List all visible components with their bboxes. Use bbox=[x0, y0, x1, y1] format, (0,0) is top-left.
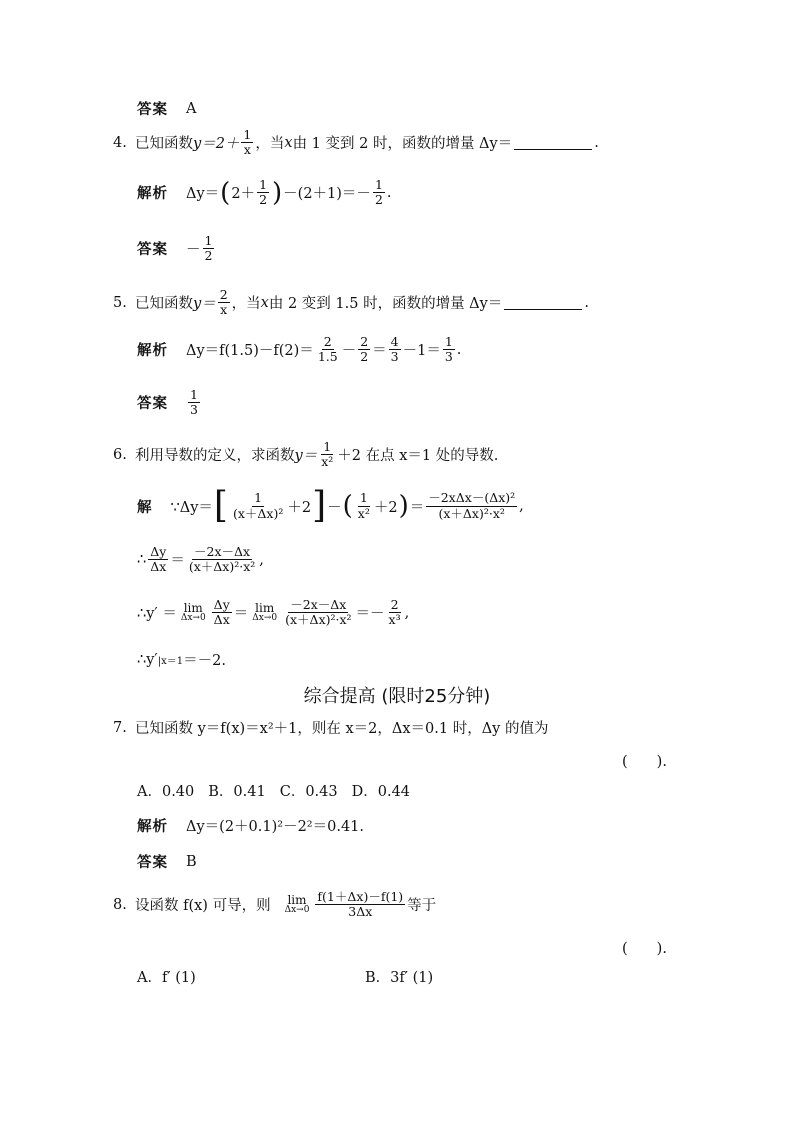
fraction: $\frac{1}{2}$ bbox=[374, 177, 383, 208]
fraction: $\frac{2}{x}$ bbox=[219, 287, 228, 318]
punct: . bbox=[584, 294, 589, 311]
answer-blank bbox=[514, 135, 592, 150]
fraction: $\frac{4}{3}$ bbox=[390, 334, 399, 365]
option-c: C．0.43 bbox=[279, 784, 338, 800]
right-paren: ) bbox=[272, 177, 283, 208]
question-number: 5. bbox=[113, 294, 127, 311]
q3-answer bbox=[137, 98, 196, 119]
q6-solution-line-3 bbox=[137, 598, 409, 628]
q7-options bbox=[137, 780, 410, 801]
q8-question bbox=[113, 890, 436, 920]
answer-blank bbox=[504, 295, 582, 310]
fraction: $\frac{1}{3}$ bbox=[444, 334, 453, 365]
punct: , bbox=[519, 498, 524, 514]
question-text: 已知函数 bbox=[135, 136, 193, 153]
fraction: $\frac{2}{\text{x³}}$ bbox=[388, 597, 401, 628]
answer-value: B bbox=[186, 853, 197, 870]
fraction: $\frac{1}{2}$ bbox=[259, 177, 268, 208]
math-expr: －1＝ bbox=[402, 343, 441, 360]
q6-solution-line-4 bbox=[137, 649, 226, 670]
section-title: 综合提高 (限时25分钟) bbox=[303, 686, 491, 707]
fraction: $\frac{\Delta y}{\Delta x}$ bbox=[213, 597, 230, 628]
math-expr: ∵Δy＝ bbox=[170, 499, 213, 516]
solution-label: 解析 bbox=[137, 342, 168, 360]
q4-answer bbox=[137, 234, 216, 264]
option-b: B．0.41 bbox=[208, 784, 266, 800]
q7-solution bbox=[137, 815, 364, 836]
answer-value: A bbox=[186, 100, 197, 117]
option-d: D．0.44 bbox=[351, 784, 411, 800]
fraction: $\frac{2}{2}$ bbox=[360, 334, 369, 365]
q8-option-b: B．3f′ (1) bbox=[365, 970, 434, 986]
limit-operator: lim Δx→0 bbox=[252, 601, 278, 624]
math-subscript: |x＝1 bbox=[157, 656, 184, 667]
question-text: 等于 bbox=[407, 898, 437, 915]
answer-label: 答案 bbox=[137, 395, 168, 413]
q4-question bbox=[113, 128, 599, 158]
punct: , bbox=[404, 604, 410, 621]
math-var: x bbox=[284, 134, 293, 151]
question-number: 8. bbox=[113, 896, 127, 913]
answer-label: 答案 bbox=[137, 854, 168, 871]
q5-question bbox=[113, 288, 589, 318]
q6-solution-line-1 bbox=[137, 485, 524, 526]
q8-option-a: A．f′ (1) bbox=[137, 970, 196, 986]
fraction: $\frac{1}{\text{x²}}$ bbox=[321, 439, 334, 470]
math-expr: ＝ bbox=[170, 553, 185, 570]
q6-solution-line-2 bbox=[137, 545, 264, 575]
fraction: $\frac{f(1+\Delta x)-f(1)}{3\Delta x}$ bbox=[317, 889, 404, 920]
punct: . bbox=[456, 341, 462, 358]
math-expr: y＝ bbox=[193, 296, 216, 313]
limit-operator: lim Δx→0 bbox=[284, 893, 310, 916]
math-expr: ＋2 bbox=[287, 499, 312, 516]
math-expr: － bbox=[341, 343, 357, 360]
math-expr: － bbox=[327, 499, 342, 516]
math-expr: ∴y′ ＝ bbox=[137, 606, 177, 623]
math-expr: Δy＝f(1.5)－f(2)＝ bbox=[186, 343, 314, 360]
question-number: 6. bbox=[113, 446, 127, 463]
math-expr: y＝ bbox=[294, 448, 318, 465]
fraction: $\frac{-2x-\Delta x}{\text{(x＋Δx)²·x²}}$ bbox=[188, 544, 256, 575]
fraction: $\frac{2}{1.5}$ bbox=[317, 334, 338, 365]
question-text: ＋2 在点 x＝1 处的导数. bbox=[337, 448, 499, 465]
q5-answer bbox=[137, 388, 202, 418]
option-a: A．0.40 bbox=[137, 784, 195, 800]
left-paren: ( bbox=[342, 491, 353, 521]
math-expr: ＝ bbox=[233, 606, 249, 623]
math-expr: y＝2＋ bbox=[193, 136, 240, 153]
fraction: $\frac{\text{－2xΔx－(Δx)²}}{\text{(x＋Δx)²·x²}}$ bbox=[428, 490, 516, 521]
right-bracket: ] bbox=[312, 485, 327, 526]
limit-operator: lim Δx→0 bbox=[180, 601, 206, 624]
left-bracket: [ bbox=[213, 485, 228, 526]
math-expr: ＝ bbox=[372, 343, 387, 360]
answer-label: 答案 bbox=[137, 241, 168, 259]
question-text: 利用导数的定义，求函数 bbox=[135, 448, 295, 465]
math-var: x bbox=[260, 294, 269, 311]
fraction: $\frac{-2x-\Delta x}{\text{(x＋Δx)²·x²}}$ bbox=[285, 597, 352, 628]
question-text: 已知函数 bbox=[135, 296, 193, 313]
fraction: $\frac{1}{\text{x²}}$ bbox=[357, 490, 370, 521]
q7-answer-paren: ( ). bbox=[622, 754, 667, 770]
question-text: ，当 bbox=[231, 296, 261, 313]
fraction: $\frac{\Delta y}{\Delta x}$ bbox=[150, 544, 167, 575]
math-expr: ∴ bbox=[137, 551, 147, 568]
fraction: $\frac{1}{2}$ bbox=[204, 233, 213, 264]
q7-answer bbox=[137, 851, 197, 872]
math-expr: 2＋ bbox=[231, 186, 256, 203]
math-expr: ∴y′ bbox=[137, 651, 158, 668]
math-expr: ＝ bbox=[409, 499, 425, 516]
math-expr: －(2＋1)＝－ bbox=[283, 186, 371, 203]
answer-label: 答案 bbox=[137, 101, 168, 118]
q6-question bbox=[113, 440, 498, 470]
fraction: $\frac{1}{x}$ bbox=[243, 127, 252, 158]
question-text: 设函数 f(x) 可导，则 bbox=[135, 898, 271, 915]
math-expr: ＋2 bbox=[373, 499, 398, 516]
question-number: 4. bbox=[113, 134, 127, 151]
math-expr: ＝－2. bbox=[183, 653, 226, 669]
math-expr: ＝－ bbox=[355, 606, 385, 623]
punct: . bbox=[594, 134, 599, 151]
q5-solution bbox=[137, 335, 461, 365]
question-number: 7. bbox=[113, 719, 127, 736]
q7-question bbox=[113, 717, 548, 738]
left-paren: ( bbox=[220, 177, 231, 208]
solution-label: 解 bbox=[137, 498, 153, 516]
punct: , bbox=[259, 551, 264, 568]
math-expr: Δy＝(2＋0.1)²－2²＝0.41. bbox=[186, 819, 365, 835]
fraction: $\frac{1}{\text{(x＋Δx)²}}$ bbox=[232, 490, 284, 521]
question-text: 已知函数 y＝f(x)＝x²＋1，则在 x＝2，Δx＝0.1 时，Δy 的值为 bbox=[135, 721, 549, 737]
right-paren: ) bbox=[398, 491, 409, 521]
solution-label: 解析 bbox=[137, 185, 168, 203]
math-expr: － bbox=[186, 242, 201, 259]
solution-label: 解析 bbox=[137, 818, 168, 835]
q8-answer-paren: ( ). bbox=[622, 941, 667, 957]
punct: . bbox=[386, 184, 392, 201]
question-text: 由 1 变到 2 时，函数的增量 Δy＝ bbox=[292, 136, 513, 153]
math-expr: Δy＝ bbox=[186, 186, 220, 203]
q4-solution bbox=[137, 178, 392, 208]
question-text: 由 2 变到 1.5 时，函数的增量 Δy＝ bbox=[268, 296, 503, 313]
question-text: ，当 bbox=[255, 136, 285, 153]
fraction: $\frac{1}{3}$ bbox=[190, 387, 198, 418]
